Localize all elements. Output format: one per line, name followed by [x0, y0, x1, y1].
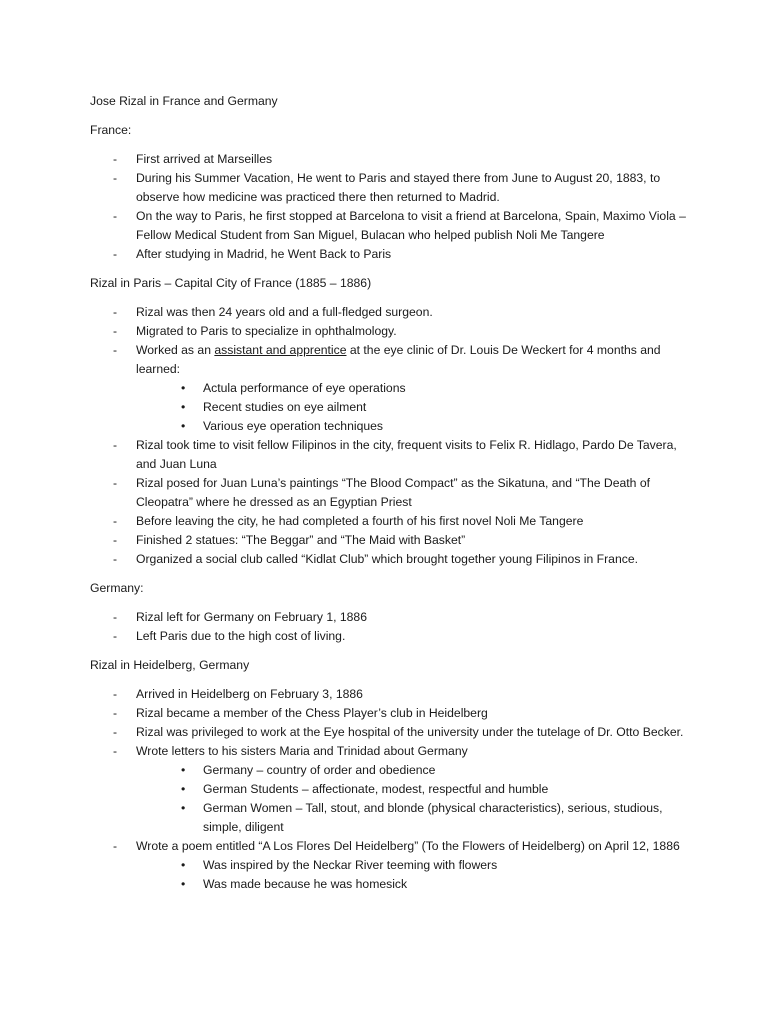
list-item: - Rizal left for Germany on February 1, 1886	[90, 608, 690, 627]
list-item: - Rizal posed for Juan Luna’s paintings “The Blood Compact” as the Sikatuna, and “The Death of Cleopatra” where he dressed as an Egyptian Priest	[90, 474, 690, 512]
list-item: - Rizal became a member of the Chess Player’s club in Heidelberg	[90, 704, 690, 723]
item-text: Worked as an	[136, 343, 215, 357]
document-page	[90, 92, 690, 904]
list-item: - Organized a social club called “Kidlat Club” which brought together young Filipinos in France.	[90, 550, 690, 569]
list-item: - Migrated to Paris to specialize in ophthalmology.	[90, 322, 690, 341]
list-item: - First arrived at Marseilles	[90, 150, 690, 169]
list-item: - After studying in Madrid, he Went Back to Paris	[90, 245, 690, 264]
list-item: - Left Paris due to the high cost of living.	[90, 627, 690, 646]
list-item: - During his Summer Vacation, He went to Paris and stayed there from June to August 20, 1883, to observe how medicine was practiced there then returned to Madrid.	[90, 169, 690, 207]
section-heading-germany: Germany:	[90, 581, 144, 595]
list-item: - Before leaving the city, he had completed a fourth of his first novel Noli Me Tangere	[90, 512, 690, 531]
list-item: - Wrote letters to his sisters Maria and Trinidad about Germany	[90, 742, 690, 761]
sub-list-item: • Was made because he was homesick	[90, 875, 690, 894]
sub-list-item: • Was inspired by the Neckar River teeming with flowers	[90, 856, 690, 875]
list-item: - Finished 2 statues: “The Beggar” and “The Maid with Basket”	[90, 531, 690, 550]
section-heading-paris: Rizal in Paris – Capital City of France (1885 – 1886)	[90, 276, 372, 290]
list-item: - Rizal took time to visit fellow Filipinos in the city, frequent visits to Felix R. Hidlago, Pardo De Tavera, and Juan Luna	[90, 436, 690, 474]
germany-list	[90, 608, 690, 646]
heidelberg-list	[90, 685, 690, 894]
list-item: - Rizal was privileged to work at the Eye hospital of the university under the tutelage of Dr. Otto Becker.	[90, 723, 690, 742]
underlined-text: assistant and apprentice	[214, 343, 347, 357]
document-title: Jose Rizal in France and Germany	[90, 94, 278, 108]
list-item: - Rizal was then 24 years old and a full-fledged surgeon.	[90, 303, 690, 322]
sub-list-item: • Actula performance of eye operations	[90, 379, 690, 398]
sub-list-item: • Various eye operation techniques	[90, 417, 690, 436]
sub-list-item: • German Students – affectionate, modest, respectful and humble	[90, 780, 690, 799]
item-text: at the eye clinic of Dr. Louis De Weckert for 4 months and learned:	[136, 343, 661, 376]
list-item: - Arrived in Heidelberg on February 3, 1886	[90, 685, 690, 704]
list-item	[90, 341, 690, 379]
sub-list-item: • Recent studies on eye ailment	[90, 398, 690, 417]
sub-list-item: • Germany – country of order and obedience	[90, 761, 690, 780]
paris-list	[90, 303, 690, 569]
section-heading-france: France:	[90, 123, 132, 137]
france-list	[90, 150, 690, 264]
list-item: - Wrote a poem entitled “A Los Flores Del Heidelberg” (To the Flowers of Heidelberg) on April 12, 1886	[90, 837, 690, 856]
section-heading-heidelberg: Rizal in Heidelberg, Germany	[90, 658, 250, 672]
sub-list-item: • German Women – Tall, stout, and blonde (physical characteristics), serious, studious, simple, diligent	[90, 799, 690, 837]
list-item: - On the way to Paris, he first stopped at Barcelona to visit a friend at Barcelona, Spain, Maximo Viola – Fellow Medical Student from San Miguel, Bulacan who helped publish Noli Me Tangere	[90, 207, 690, 245]
